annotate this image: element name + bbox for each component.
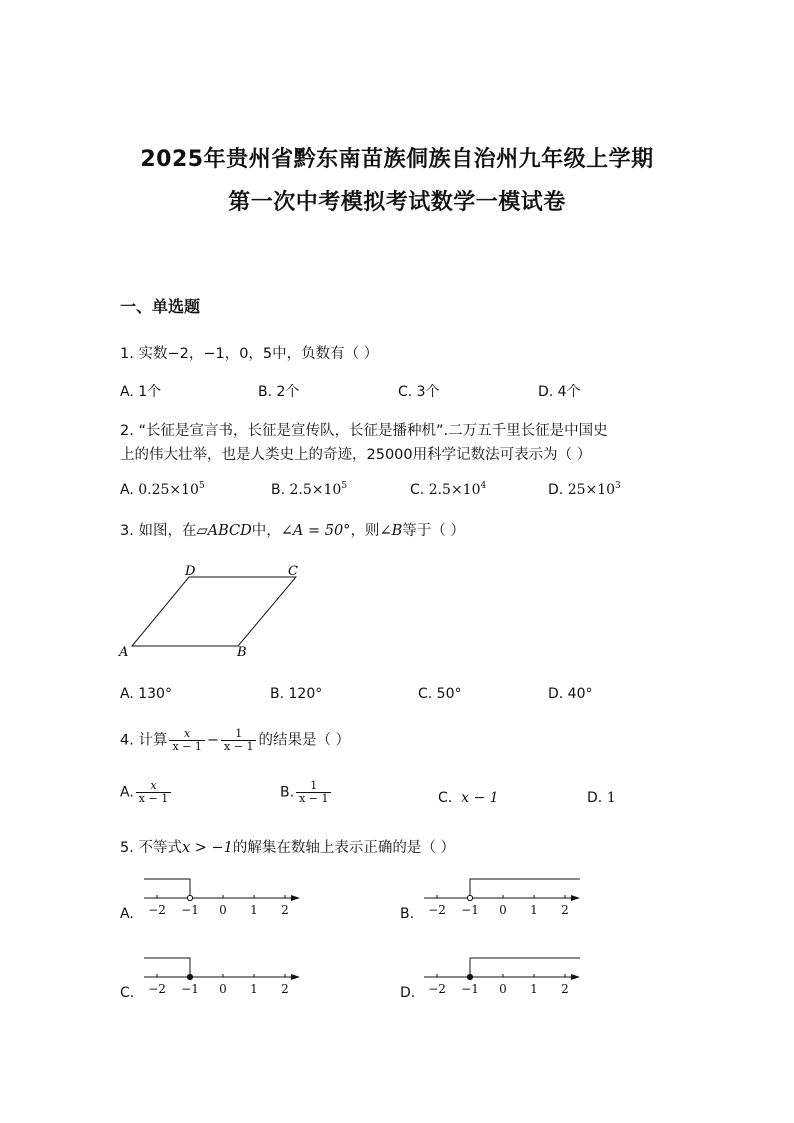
page-title-line1: 2025年贵州省黔东南苗族侗族自治州九年级上学期	[140, 147, 654, 172]
question-2-line2: 上的伟大壮举，也是人类史上的奇迹，25000用科学记数法可表示为（ ）	[120, 447, 592, 463]
question-4-stem: 4. 计算 $\frac{x}{x - 1}$ − $\frac{1}{x - 1}$ 的结果是（ ）	[120, 727, 351, 753]
number-line-tick-label: −1	[181, 982, 199, 996]
parallelogram-figure	[110, 558, 320, 662]
question-5-stem: 5. 不等式x > −1的解集在数轴上表示正确的是（ ）	[120, 840, 455, 856]
q5-option-d-label: D.	[400, 985, 416, 1001]
q5-number-line-a	[140, 874, 305, 920]
solution-set-bracket	[470, 958, 580, 977]
q4-option-c: C. x − 1	[438, 790, 499, 806]
number-line-tick-label: −2	[148, 903, 166, 917]
endpoint-dot	[187, 895, 192, 900]
number-line-tick-label: 0	[219, 903, 227, 917]
number-line-tick-label: 1	[530, 982, 538, 996]
number-line-tick-label: 2	[561, 903, 569, 917]
q5-number-line-c	[140, 953, 305, 999]
q5-option-b-label: B.	[400, 906, 415, 922]
q5-number-line-d	[420, 953, 585, 999]
number-line-tick-label: −2	[428, 903, 446, 917]
number-line-tick-label: −1	[181, 903, 199, 917]
question-2-line1: 2. “长征是宣言书，长征是宣传队，长征是播种机”.二万五千里长征是中国史	[120, 423, 608, 439]
vertex-label-a: A	[119, 645, 129, 660]
number-line-tick-label: −2	[428, 982, 446, 996]
solution-set-bracket	[144, 879, 190, 898]
q4-option-a: A. $\frac{x}{x - 1}$	[120, 780, 173, 805]
parallelogram-symbol: ▱	[196, 523, 208, 539]
section-heading: 一、单选题	[120, 297, 201, 316]
q1-option-a: A. 1个	[120, 384, 162, 400]
q2-option-d: D. $25\times 10^3$	[548, 481, 621, 498]
q4-option-d: D. 1	[587, 790, 616, 806]
number-line-arrow	[571, 895, 580, 901]
solution-set-bracket	[144, 958, 190, 977]
q3-option-d: D. 40°	[548, 686, 593, 702]
number-line-tick-label: 1	[530, 903, 538, 917]
number-line-tick-label: −2	[148, 982, 166, 996]
endpoint-dot	[467, 974, 472, 979]
number-line-tick-label: 2	[281, 903, 289, 917]
number-line-tick-label: 0	[499, 982, 507, 996]
q2-option-b: B. $2.5\times 10^5$	[271, 481, 348, 498]
parallelogram-shape	[132, 577, 296, 646]
q3-option-a: A. 130°	[120, 686, 172, 702]
question-3-stem: 3. 如图，在▱ABCD中，∠A = 50°，则∠B等于（ ）	[120, 523, 465, 539]
q5-option-a-label: A.	[120, 906, 134, 922]
q1-option-d: D. 4个	[538, 384, 581, 400]
number-line-tick-label: 0	[219, 982, 227, 996]
q2-option-a: A. $0.25\times 10^5$	[120, 481, 205, 498]
q5-option-c-label: C.	[120, 985, 135, 1001]
number-line-tick-label: −1	[461, 982, 479, 996]
q2-option-c: C. $2.5\times 10^4$	[410, 481, 487, 498]
q4-fraction-2: $\frac{1}{x - 1}$	[221, 728, 256, 753]
solution-set-bracket	[470, 879, 580, 898]
number-line-tick-label: 2	[561, 982, 569, 996]
question-1-stem: 1. 实数−2，−1，0，5中，负数有（ ）	[120, 346, 379, 362]
number-line-tick-label: 2	[281, 982, 289, 996]
vertex-label-b: B	[237, 645, 247, 660]
q3-option-c: C. 50°	[418, 686, 462, 702]
number-line-tick-label: −1	[461, 903, 479, 917]
number-line-tick-label: 0	[499, 903, 507, 917]
number-line-tick-label: 1	[250, 903, 258, 917]
vertex-label-c: C	[288, 564, 298, 579]
number-line-arrow	[571, 974, 580, 980]
q5-number-line-b	[420, 874, 585, 920]
endpoint-dot	[187, 974, 192, 979]
vertex-label-d: D	[185, 564, 196, 579]
q1-option-b: B. 2个	[258, 384, 300, 400]
endpoint-dot	[467, 895, 472, 900]
q3-option-b: B. 120°	[270, 686, 323, 702]
number-line-arrow	[291, 974, 300, 980]
page-title-line2: 第一次中考模拟考试数学一模试卷	[228, 190, 566, 215]
q4-option-b: B. $\frac{1}{x - 1}$	[280, 780, 333, 805]
number-line-arrow	[291, 895, 300, 901]
q1-option-c: C. 3个	[398, 384, 440, 400]
q4-fraction-1: $\frac{x}{x - 1}$	[169, 728, 204, 753]
number-line-tick-label: 1	[250, 982, 258, 996]
